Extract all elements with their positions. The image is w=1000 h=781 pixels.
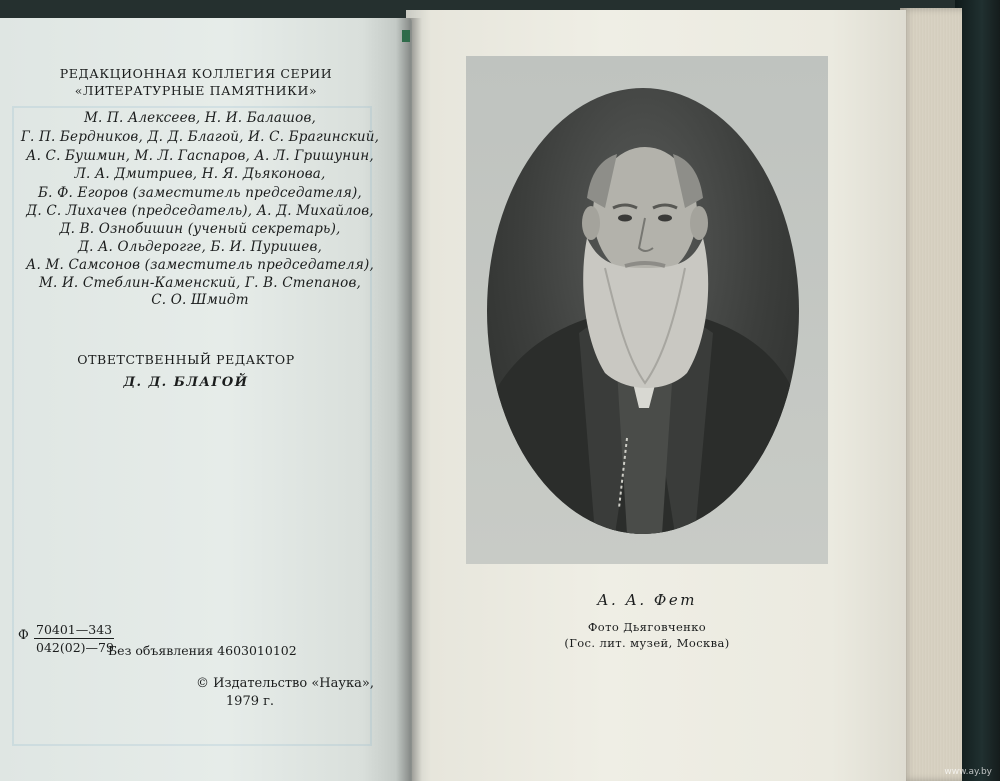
photo-credit: Фото Дьяговченко	[587, 620, 707, 634]
copyright-line: © Издательство «Наука»,	[196, 676, 374, 691]
editor-name: Д. Д. БЛАГОЙ	[123, 375, 249, 390]
member-line: Д. С. Лихачев (председатель), А. Д. Михайлов,	[26, 203, 374, 219]
member-line: Б. Ф. Егоров (заместитель председателя),	[38, 185, 362, 201]
page-edges	[900, 8, 962, 781]
member-line: Д. А. Ольдерогге, Б. И. Пуришев,	[77, 239, 323, 255]
editor-heading: ОТВЕТСТВЕННЫЙ РЕДАКТОР	[77, 352, 295, 367]
site-watermark: www.ay.by	[944, 767, 992, 777]
member-line: Л. А. Дмитриев, Н. Я. Дьяконова,	[74, 166, 326, 182]
member-line: М. П. Алексеев, Н. И. Балашов,	[84, 110, 316, 126]
member-line: А. М. Самсонов (заместитель председателя),	[26, 257, 374, 273]
book-gutter	[396, 18, 422, 781]
bookmark-ribbon	[402, 30, 410, 42]
index-numerator: 70401—343	[36, 622, 113, 637]
index-prefix: Ф	[18, 628, 29, 643]
portrait-photo	[487, 88, 799, 534]
museum-credit: (Гос. лит. музей, Москва)	[564, 636, 730, 650]
portrait-figure	[487, 88, 799, 534]
board-title-line2: «ЛИТЕРАТУРНЫЕ ПАМЯТНИКИ»	[74, 83, 318, 98]
index-denominator: 042(02)—79	[36, 640, 114, 655]
index-suffix: Без объявления 4603010102	[108, 643, 297, 658]
member-line: Г. П. Бердников, Д. Д. Благой, И. С. Брагинский,	[20, 129, 380, 145]
portrait-name: А. А. Фет	[597, 591, 697, 609]
member-line: А. С. Бушмин, М. Л. Гаспаров, А. Л. Гришунин,	[26, 148, 374, 164]
board-title-line1: РЕДАКЦИОННАЯ КОЛЛЕГИЯ СЕРИИ	[59, 66, 333, 81]
year-line: 1979 г.	[225, 694, 275, 709]
member-line: Д. В. Ознобишин (ученый секретарь),	[59, 221, 341, 237]
member-line: М. И. Стеблин-Каменский, Г. В. Степанов,	[38, 275, 362, 291]
member-line: С. О. Шмидт	[151, 292, 249, 308]
